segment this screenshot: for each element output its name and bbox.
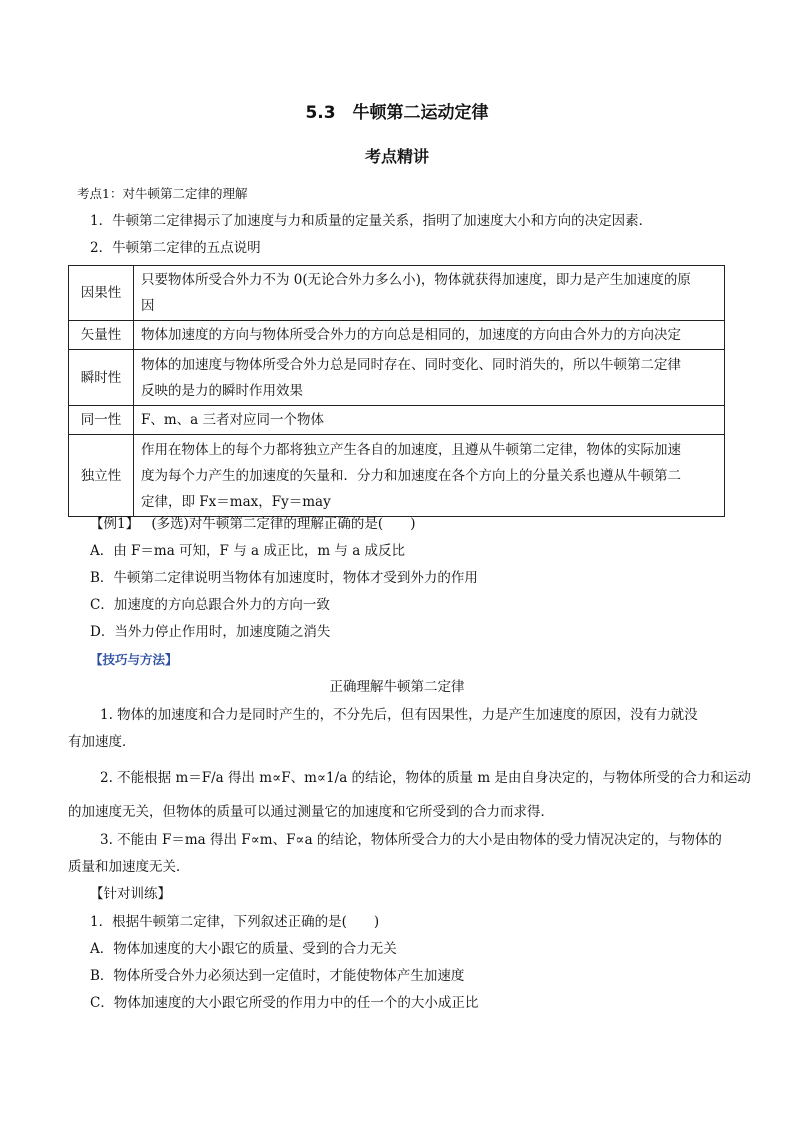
example-question: (多选)对牛顿第二定律的理解正确的是( ): [151, 516, 416, 532]
table-key-cell: 瞬时性: [69, 350, 134, 406]
table-row: [69, 435, 725, 517]
table-key-cell: 独立性: [69, 435, 134, 517]
table-line: 物体的加速度与物体所受合外力总是同时存在、同时变化、同时消失的，所以牛顿第二定律: [141, 356, 681, 373]
table-line: 反映的是力的瞬时作用效果: [141, 382, 303, 399]
table-value-cell: [134, 321, 725, 350]
table-line: 定律，即 Fx＝max，Fy＝may: [141, 493, 331, 510]
training-option-a: A．物体加速度的大小跟它的质量、受到的合力无关: [90, 941, 397, 957]
table-row: [69, 406, 725, 435]
table-line: 物体加速度的方向与物体所受合外力的方向总是相同的，加速度的方向由合外力的方向决定: [141, 327, 681, 343]
table-line: 作用在物体上的每个力都将独立产生各自的加速度，且遵从牛顿第二定律，物体的实际加速: [141, 441, 681, 458]
training-option-c: C．物体加速度的大小跟它所受的作用力中的任一个的大小成正比: [90, 995, 479, 1011]
method-p1-line2: 有加速度．: [68, 734, 136, 750]
method-center-title: 正确理解牛顿第二定律: [329, 679, 465, 695]
table-value-cell: [134, 406, 725, 435]
example-option-a: A．由 F＝ma 可知，F 与 a 成正比，m 与 a 成反比: [90, 543, 406, 559]
page-title: 5.3 牛顿第二运动定律: [305, 103, 489, 123]
table-value-cell: [134, 435, 725, 517]
training-option-b: B．物体所受合外力必须达到一定值时，才能使物体产生加速度: [90, 968, 465, 984]
example-option-c: C．加速度的方向总跟合外力的方向一致: [90, 597, 330, 613]
table-line: 只要物体所受合外力不为 0(无论合外力多么小)，物体就获得加速度，即力是产生加速度的原: [141, 272, 691, 288]
table-key-cell: 矢量性: [69, 321, 134, 350]
training-label: 【针对训练】: [90, 886, 171, 902]
table-value-cell: [134, 350, 725, 406]
table-row: [69, 266, 725, 321]
table-row: [69, 350, 725, 406]
table-key-cell: 同一性: [69, 406, 134, 435]
table-row: [69, 321, 725, 350]
paragraph-2: 2．牛顿第二定律的五点说明: [90, 240, 261, 256]
training-question: 1．根据牛顿第二定律，下列叙述正确的是( ): [90, 914, 380, 930]
method-p2-line1: 2. 不能根据 m＝F/a 得出 m∝F、m∝1/a 的结论，物体的质量 m 是由自身决定的，与物体所受的合力和运动: [100, 770, 751, 786]
method-p2-line2: 的加速度无关，但物体的质量可以通过测量它的加速度和它所受到的合力而求得．: [68, 804, 554, 820]
example-option-d: D．当外力停止作用时，加速度随之消失: [90, 624, 331, 640]
method-p3-line1: 3. 不能由 F＝ma 得出 F∝m、F∝a 的结论，物体所受合力的大小是由物体的受力情况决定的，与物体的: [100, 832, 722, 848]
method-p3-line2: 质量和加速度无关．: [68, 859, 190, 875]
section-heading: 考点1：对牛顿第二定律的理解: [77, 186, 248, 201]
example-block: [90, 514, 415, 534]
table-line: 因: [141, 298, 155, 314]
method-p1-line1: 1. 物体的加速度和合力是同时产生的，不分先后，但有因果性，力是产生加速度的原因，没有力就没: [100, 707, 698, 723]
method-label: 【技巧与方法】: [90, 652, 178, 667]
page-subtitle: 考点精讲: [364, 147, 429, 166]
table-line: F、m、a 三者对应同一个物体: [141, 412, 325, 428]
table-value-cell: [134, 266, 725, 321]
table-line: 度为每个力产生的加速度的矢量和．分力和加速度在各个方向上的分量关系也遵从牛顿第二: [141, 467, 681, 484]
example-option-b: B．牛顿第二定律说明当物体有加速度时，物体才受到外力的作用: [90, 570, 478, 586]
example-label: 【例1】: [90, 516, 140, 532]
table-key-cell: 因果性: [69, 266, 134, 321]
paragraph-1: 1．牛顿第二定律揭示了加速度与力和质量的定量关系，指明了加速度大小和方向的决定因素．: [90, 213, 653, 229]
five-points-table: [68, 265, 725, 517]
